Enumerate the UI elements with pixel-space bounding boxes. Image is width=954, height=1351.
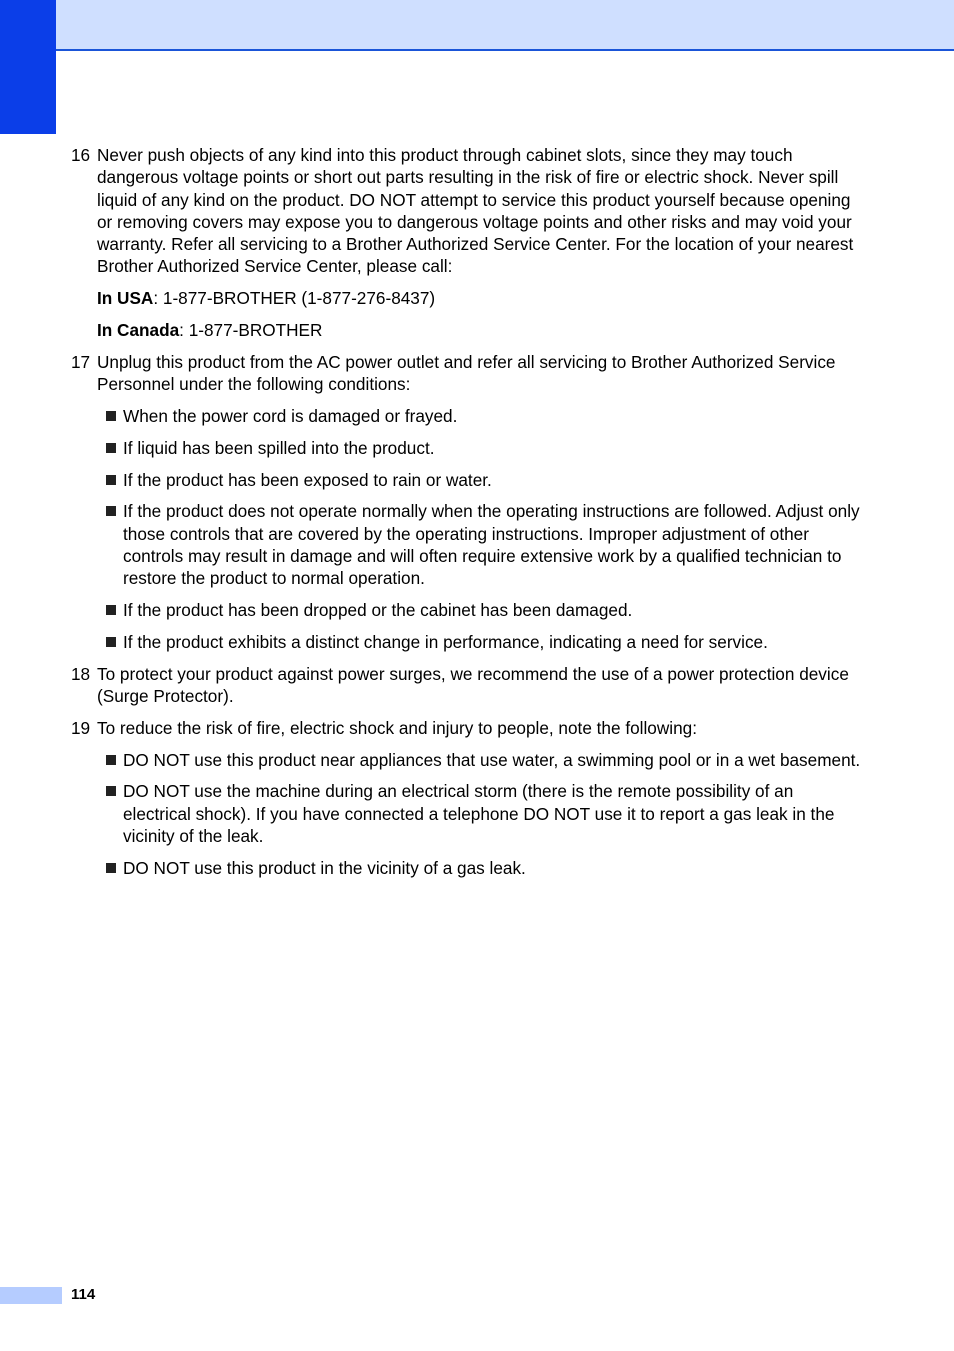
contact-label: In Canada [97,320,180,341]
square-bullet-icon [106,506,116,516]
list-item-17 [71,351,861,396]
page-number: 114 [71,1286,96,1303]
bullet-text: DO NOT use this product in the vicinity of a gas leak. [123,857,526,878]
bullet-item [71,405,861,427]
bullet-item [71,469,861,491]
contact-label: In USA [97,288,154,309]
bullet-item [71,780,861,847]
bullet-item [71,631,861,653]
footer-band [0,1287,62,1304]
bullet-item [71,500,861,589]
header-band [0,0,954,51]
contact-phone: : 1-877-BROTHER (1-877-276-8437) [153,288,436,309]
square-bullet-icon [106,755,116,765]
bullet-item [71,599,861,621]
square-bullet-icon [106,637,116,647]
square-bullet-icon [106,863,116,873]
bullet-text: DO NOT use the machine during an electrical storm (there is the remote possibility of an electrical shock). If you have connected a telephone DO NOT use it to report a gas leak in the vicinity of the leak. [123,781,835,846]
bullet-item [71,749,861,771]
item-text: Unplug this product from the AC power outlet and refer all servicing to Brother Authorized Service Personnel under the following conditions: [97,351,836,395]
item-number: 16 [71,145,91,165]
bullet-item [71,437,861,459]
item-number: 19 [71,717,91,738]
item-text: To protect your product against power surges, we recommend the use of a power protection device (Surge Protector). [97,663,849,706]
bullet-text: If the product does not operate normally when the operating instructions are followed. Adjust only those controls that are covered by the operating instructions. Improper adjustment of other controls may result in damage and will often require extensive work by a qualified technician to restore the product to normal operation. [123,501,860,589]
item-number: 18 [71,663,91,684]
square-bullet-icon [106,786,116,796]
bullet-text: If the product exhibits a distinct change in performance, indicating a need for service. [123,631,768,652]
list-item-18 [71,663,861,708]
bullet-text: If liquid has been spilled into the product. [123,437,435,458]
item-text: To reduce the risk of fire, electric shock and injury to people, note the following: [97,717,697,738]
square-bullet-icon [106,605,116,615]
list-item-16 [71,144,861,278]
list-item-19 [71,717,861,739]
square-bullet-icon [106,475,116,485]
contact-usa [71,287,861,309]
bullet-text: DO NOT use this product near appliances that use water, a swimming pool or in a wet basement. [123,749,861,770]
contact-phone: : 1-877-BROTHER [179,320,323,341]
contact-canada [71,319,861,341]
bullet-text: If the product has been exposed to rain or water. [123,469,492,490]
bullet-text: When the power cord is damaged or frayed. [123,405,458,426]
chapter-tab [0,0,56,134]
square-bullet-icon [106,443,116,453]
bullet-text: If the product has been dropped or the cabinet has been damaged. [123,600,633,621]
item-text: Never push objects of any kind into this product through cabinet slots, since they may touch dangerous voltage points or short out parts resulting in the risk of fire or electric shock. Never spill liquid of any kind on the product. DO NOT attempt to service this product yourself because opening or removing covers may expose you to dangerous voltage points and other risks and may void your warranty. Refer all servicing to a Brother Authorized Service Center. For the location of your nearest Brother Authorized Service Center, please call: [97,145,854,277]
square-bullet-icon [106,411,116,421]
bullet-item [71,857,861,879]
document-body [71,144,861,889]
item-number: 17 [71,351,91,372]
